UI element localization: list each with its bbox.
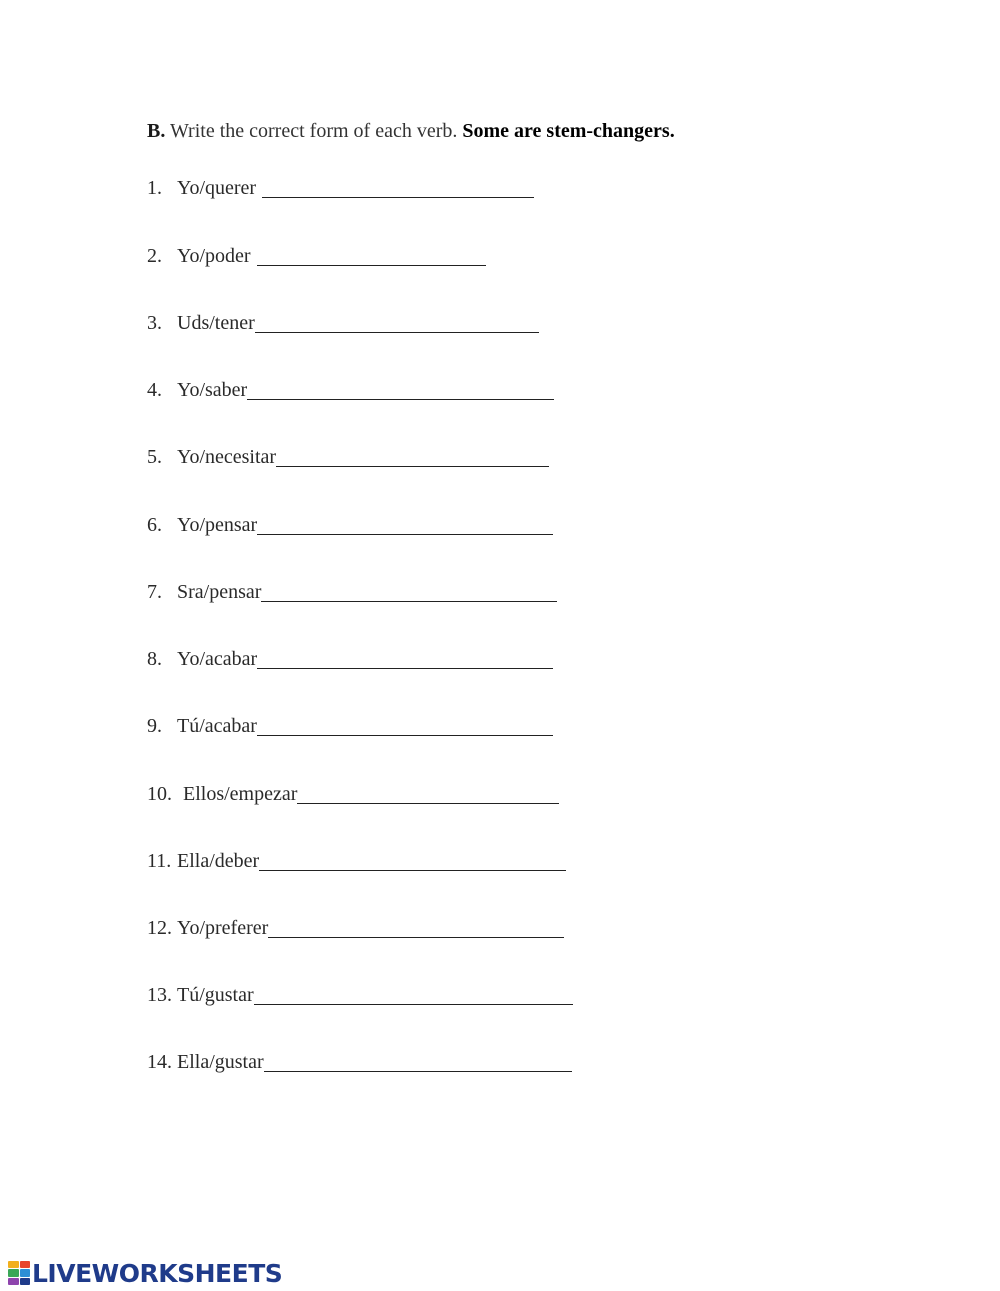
item-prompt: Sra/pensar: [177, 581, 262, 603]
answer-blank[interactable]: [257, 646, 553, 669]
item-prompt: Uds/tener: [177, 312, 255, 334]
exercise-item-10: [147, 778, 559, 808]
exercise-item-2: [147, 240, 486, 270]
instruction-bold-text: Some are stem-changers.: [462, 120, 675, 142]
item-number: 7.: [147, 581, 162, 603]
exercise-item-4: [147, 374, 554, 404]
answer-blank[interactable]: [264, 1049, 572, 1072]
exercise-item-9: [147, 710, 553, 740]
answer-blank[interactable]: [259, 848, 566, 871]
answer-blank[interactable]: [257, 243, 486, 266]
instruction-text: Write the correct form of each verb.: [169, 120, 458, 142]
answer-blank[interactable]: [262, 175, 534, 198]
item-number: 3.: [147, 312, 162, 334]
item-prompt: Yo/poder: [177, 245, 251, 267]
item-number: 6.: [147, 514, 162, 536]
liveworksheets-logo-icon: [8, 1261, 30, 1285]
item-prompt: Yo/necesitar: [177, 446, 277, 468]
exercise-item-12: [147, 912, 564, 942]
instruction-line: [147, 117, 675, 145]
exercise-item-6: [147, 509, 553, 539]
answer-blank[interactable]: [255, 310, 539, 333]
exercise-item-1: [147, 172, 534, 202]
item-number: 11.: [147, 850, 172, 872]
item-number: 14.: [147, 1051, 172, 1073]
exercise-item-13: [147, 979, 573, 1009]
item-prompt: Yo/saber: [177, 379, 248, 401]
exercise-item-8: [147, 643, 553, 673]
answer-blank[interactable]: [268, 915, 564, 938]
item-number: 8.: [147, 648, 162, 670]
answer-blank[interactable]: [247, 377, 554, 400]
item-number: 9.: [147, 715, 162, 737]
item-prompt: Tú/gustar: [177, 984, 254, 1006]
exercise-item-3: [147, 307, 539, 337]
item-prompt: Yo/acabar: [177, 648, 258, 670]
section-letter: B.: [147, 120, 166, 142]
item-prompt: Ellos/empezar: [183, 783, 298, 805]
exercise-item-7: [147, 576, 557, 606]
item-number: 12.: [147, 917, 172, 939]
liveworksheets-logo[interactable]: [8, 1260, 282, 1286]
item-number: 1.: [147, 177, 162, 199]
answer-blank[interactable]: [254, 982, 573, 1005]
item-number: 10.: [147, 783, 172, 805]
item-prompt: Yo/pensar: [177, 514, 258, 536]
item-number: 13.: [147, 984, 172, 1006]
item-prompt: Tú/acabar: [177, 715, 257, 737]
item-prompt: Ella/deber: [177, 850, 260, 872]
answer-blank[interactable]: [261, 579, 557, 602]
answer-blank[interactable]: [276, 444, 549, 467]
item-prompt: Yo/preferer: [177, 917, 269, 939]
item-prompt: Ella/gustar: [177, 1051, 264, 1073]
answer-blank[interactable]: [297, 781, 559, 804]
exercise-item-14: [147, 1046, 572, 1076]
logo-text: LIVEWORKSHEETS: [32, 1258, 283, 1288]
item-prompt: Yo/querer: [177, 177, 257, 199]
exercise-item-5: [147, 441, 549, 471]
exercise-item-11: [147, 845, 566, 875]
item-number: 4.: [147, 379, 162, 401]
item-number: 2.: [147, 245, 162, 267]
answer-blank[interactable]: [257, 512, 553, 535]
answer-blank[interactable]: [257, 713, 553, 736]
item-number: 5.: [147, 446, 162, 468]
